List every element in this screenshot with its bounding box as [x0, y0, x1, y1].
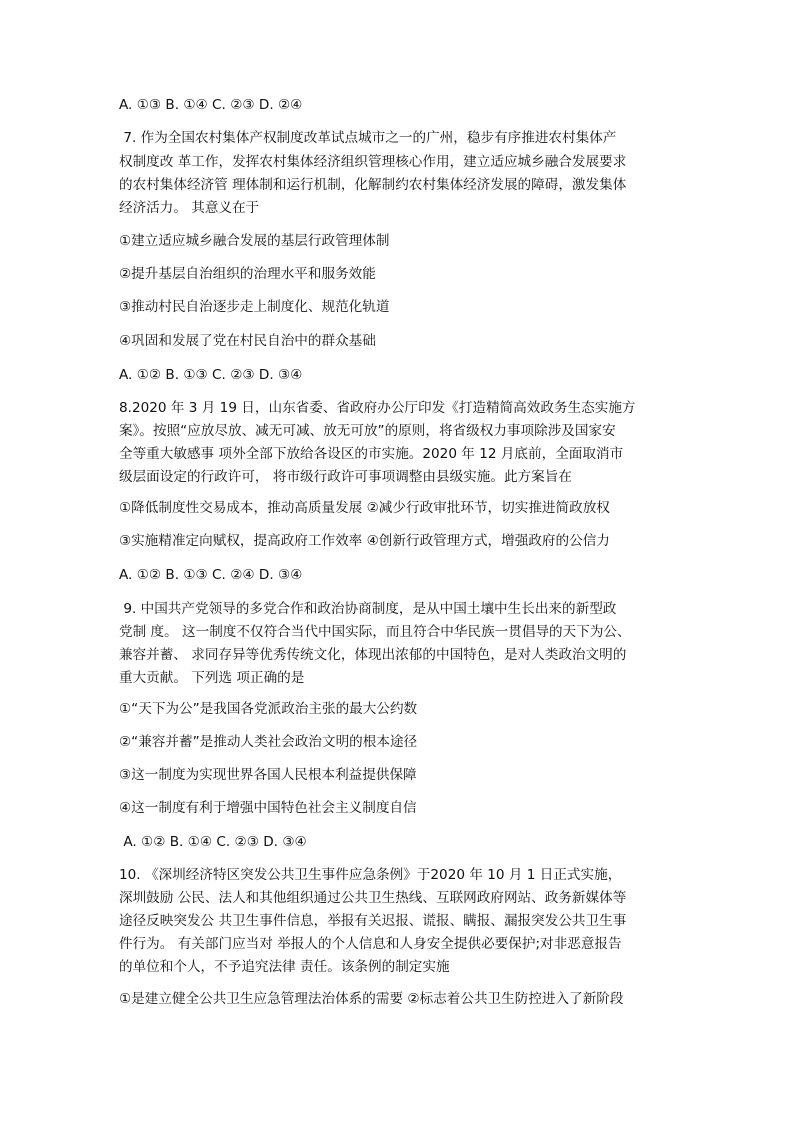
q10-stem-line-1: 10. 《深圳经济特区突发公共卫生事件应急条例》于2020 年 10 月 1 日正式实施，: [119, 867, 622, 883]
q7-stem-line-3: 的农村集体经济管 理体制和运行机制，化解制约农村集体经济发展的障碍，激发集体: [119, 177, 627, 193]
q9-statement-1: ①“天下为公”是我国各党派政治主张的最大公约数: [119, 701, 418, 717]
q7-statement-2: ②提升基层自治组织的治理水平和服务效能: [119, 266, 376, 282]
q9-stem-line-2: 党制 度。 这一制度不仅符合当代中国实际，而且符合中华民族一贯倡导的天下为公、: [119, 624, 631, 640]
q8-statements-3-4: ③实施精准定向赋权，提高政府工作效率 ④创新行政管理方式，增强政府的公信力: [119, 533, 610, 549]
q7-stem-line-4: 经济活力。 其意义在于: [119, 200, 260, 216]
q9-stem-line-1: 9. 中国共产党领导的多党合作和政治协商制度，是从中国土壤中生长出来的新型政: [119, 601, 617, 617]
q10-statements-1-2: ①是建立健全公共卫生应急管理法治体系的需要 ②标志着公共卫生防控进入了新阶段: [119, 991, 624, 1007]
q7-statement-1: ①建立适应城乡融合发展的基层行政管理体制: [119, 233, 390, 249]
q8-stem-line-1: 8.2020 年 3 月 19 日，山东省委、省政府办公厅印发《打造精简高效政务生态实施方: [119, 400, 636, 416]
q8-answer-options: A. ①② B. ①③ C. ②④ D. ③④: [119, 567, 303, 583]
q7-stem-line-2: 权制度改 革工作，发挥农村集体经济组织管理核心作用，建立适应城乡融合发展要求: [119, 154, 627, 170]
q10-stem-line-5: 的单位和个人，不予追究法律 责任。该条例的制定实施: [119, 959, 450, 975]
q8-statements-1-2: ①降低制度性交易成本，推动高质量发展 ②减少行政审批环节，切实推进简政放权: [119, 500, 610, 516]
q9-stem-line-3: 兼容并蓄、 求同存异等优秀传统文化，体现出浓郁的中国特色，是对人类政治文明的: [119, 647, 627, 663]
q6-answer-options: A. ①③ B. ①④ C. ②③ D. ②④: [119, 97, 303, 113]
q9-answer-options: A. ①② B. ①④ C. ②③ D. ③④: [119, 834, 307, 850]
q7-statement-3: ③推动村民自治逐步走上制度化、规范化轨道: [119, 299, 390, 315]
q9-statement-2: ②“兼容并蓄”是推动人类社会政治文明的根本途径: [119, 734, 418, 750]
q10-stem-line-2: 深圳鼓励 公民、法人和其他组织通过公共卫生热线、互联网政府网站、政务新媒体等: [119, 890, 627, 906]
q8-stem-line-3: 全等重大敏感事 项外全部下放给各设区的市实施。2020 年 12 月底前，全面取消市: [119, 446, 624, 462]
q10-stem-line-3: 途径反映突发公 共卫生事件信息，举报有关迟报、谎报、瞒报、漏报突发公共卫生事: [119, 913, 627, 929]
q9-statement-4: ④这一制度有利于增强中国特色社会主义制度自信: [119, 800, 417, 816]
q7-answer-options: A. ①② B. ①③ C. ②③ D. ③④: [119, 367, 303, 383]
q9-stem-line-4: 重大贡献。 下列选 项正确的是: [119, 670, 305, 686]
q8-stem-line-4: 级层面设定的行政许可， 将市级行政许可事项调整由县级实施。此方案旨在: [119, 469, 572, 485]
q7-statement-4: ④巩固和发展了党在村民自治中的群众基础: [119, 333, 376, 349]
q10-stem-line-4: 件行为。 有关部门应当对 举报人的个人信息和人身安全提供必要保护;对非恶意报告: [119, 936, 622, 952]
q9-statement-3: ③这一制度为实现世界各国人民根本利益提供保障: [119, 767, 417, 783]
q7-stem-line-1: 7. 作为全国农村集体产权制度改革试点城市之一的广州，稳步有序推进农村集体产: [119, 130, 617, 146]
q8-stem-line-2: 案》。按照“应放尽放、减无可减、放无可放”的原则，将省级权力事项除涉及国家安: [119, 423, 616, 439]
